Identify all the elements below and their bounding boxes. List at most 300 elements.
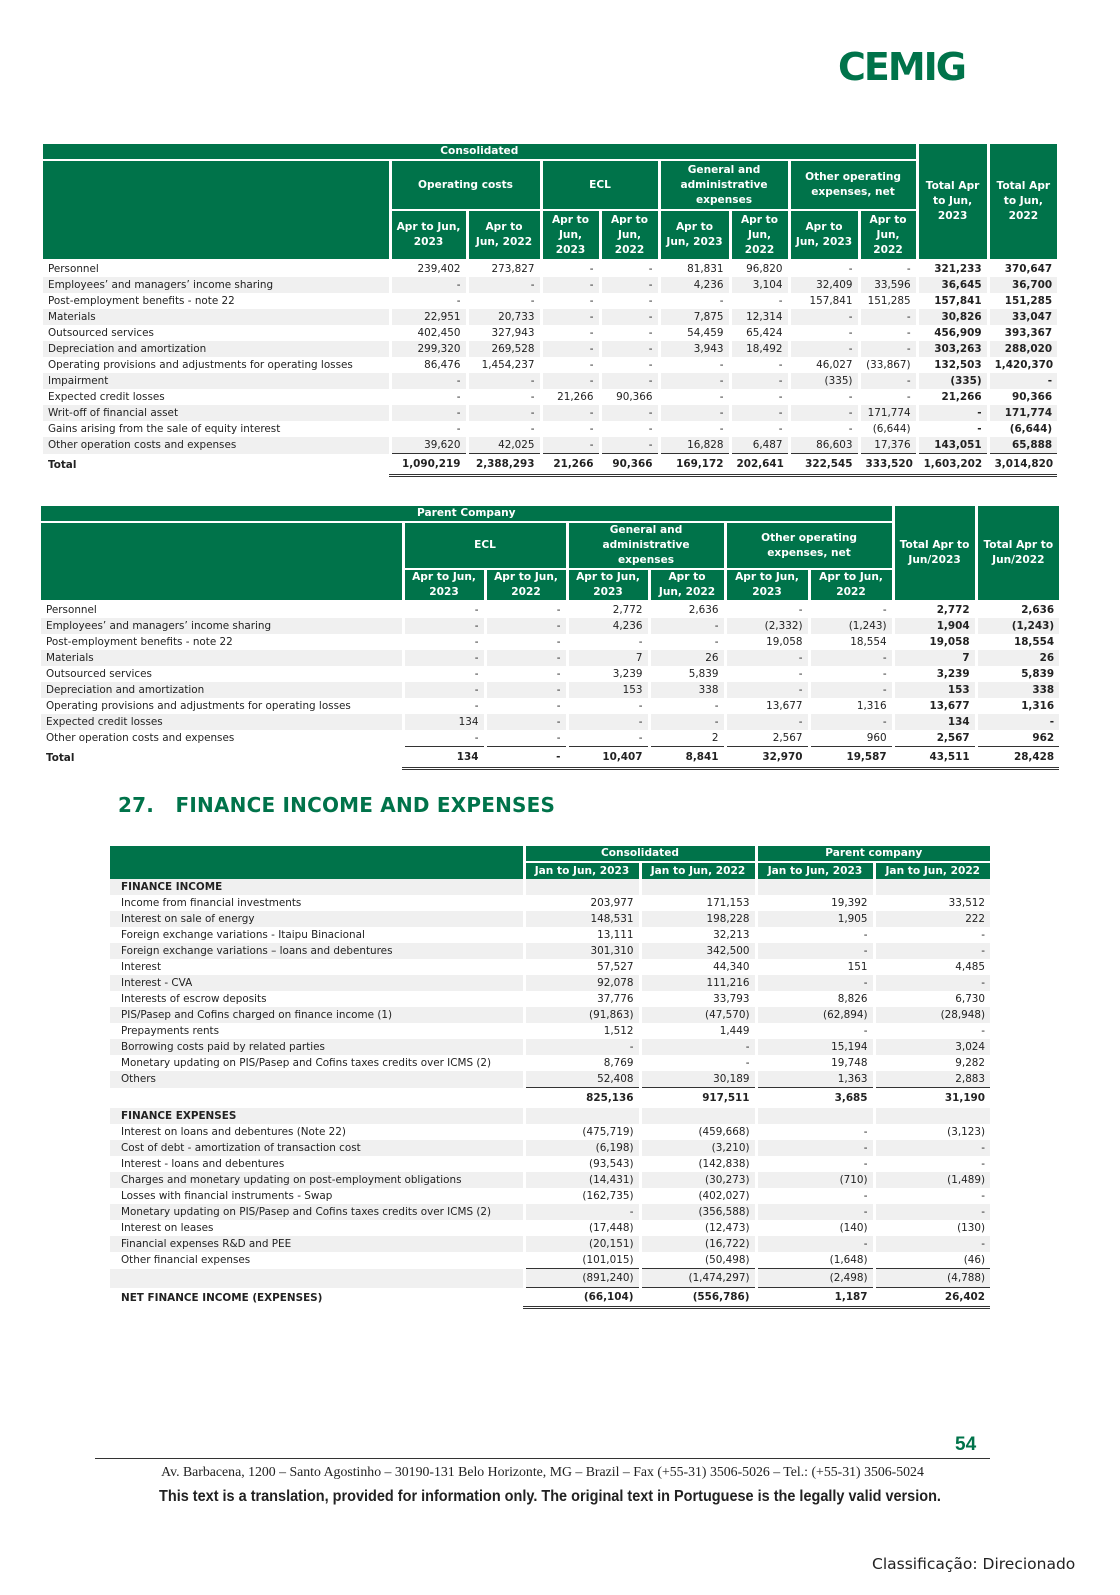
row-label: Interest on sale of energy [110, 911, 524, 927]
cell-value: (1,648) [756, 1252, 874, 1269]
row-label: Operating provisions and adjustments for operating losses [43, 357, 390, 373]
row-label: Financial expenses R&D and PEE [110, 1236, 524, 1252]
cell-value: - [988, 373, 1057, 389]
cell-value: - [541, 260, 600, 277]
cell-value: - [485, 730, 567, 747]
cell-value: - [976, 714, 1059, 730]
cell-value: 393,367 [1004, 327, 1053, 339]
table-row [110, 927, 990, 943]
row-label: Post-employment benefits - note 22 [41, 634, 403, 650]
head-total-2022: Total Apr to Jun, 2022 [988, 144, 1057, 260]
row-label: FINANCE INCOME [110, 879, 524, 895]
cell-value: - [730, 373, 789, 389]
cell-value: - [730, 293, 789, 309]
cell-value: 13,111 [524, 927, 640, 943]
table-row [43, 309, 1057, 325]
cell-value: - [541, 405, 600, 421]
row-label: Borrowing costs paid by related parties [110, 1039, 524, 1055]
total-value: 202,641 [730, 454, 789, 476]
subhead: Apr to Jun, 2022 [809, 569, 893, 601]
cell-value: - [467, 421, 541, 437]
cell-value: (47,570) [640, 1007, 756, 1023]
section-title [118, 793, 555, 817]
cell-value: (356,588) [640, 1204, 756, 1220]
cell-value: 18,554 [1013, 636, 1055, 648]
cell-value: - [390, 405, 467, 421]
total-value: 32,970 [725, 747, 809, 769]
cell-value: - [981, 1190, 986, 1202]
cell-value: 203,977 [524, 895, 640, 911]
cell-value: - [809, 666, 893, 682]
row-label: Personnel [41, 601, 403, 618]
total-value: 1,603,202 [917, 454, 988, 476]
cell-value: - [789, 325, 859, 341]
cell-value: 303,263 [917, 341, 988, 357]
cell-value: 2,883 [874, 1071, 990, 1088]
table-row [43, 437, 1057, 454]
cell-value: - [600, 260, 659, 277]
cell-value: 4,236 [659, 277, 730, 293]
cell-value: - [390, 373, 467, 389]
cell-value: 92,078 [524, 975, 640, 991]
cemig-logo [838, 46, 988, 86]
table-row [41, 698, 1059, 714]
cell-value: 21,266 [541, 389, 600, 405]
cell-value: 19,058 [725, 634, 809, 650]
footer-divider [95, 1458, 990, 1459]
section-heading: FINANCE INCOME AND EXPENSES [175, 793, 556, 817]
cell-value [524, 879, 640, 895]
cell-value: - [859, 325, 917, 341]
cell-value: 30,826 [917, 309, 988, 325]
total-value: 10,407 [567, 747, 649, 769]
cell-value: - [789, 309, 859, 325]
table-row [43, 277, 1057, 293]
cell-value: 12,314 [730, 309, 789, 325]
row-label: Operating provisions and adjustments for operating losses [41, 698, 403, 714]
cell-value: (710) [756, 1172, 874, 1188]
cell-value: 15,194 [756, 1039, 874, 1055]
consolidated-operating-costs-table [43, 144, 1057, 477]
cell-value: - [600, 309, 659, 325]
cell-value: (3,123) [947, 1126, 986, 1138]
net-row [110, 1288, 990, 1308]
cell-value: 13,677 [893, 698, 976, 714]
table-row [110, 1124, 990, 1140]
cell-value: 1,905 [756, 911, 874, 927]
cell-value: 157,841 [789, 293, 859, 309]
cell-value: - [485, 618, 567, 634]
head-operating-costs: Operating costs [390, 160, 541, 210]
cell-value: - [567, 714, 649, 730]
band-parent-company: Parent company [756, 846, 990, 862]
cell-value: 7 [567, 650, 649, 666]
table-row [110, 1236, 990, 1252]
cell-value: 42,025 [467, 437, 541, 454]
row-label [110, 1269, 524, 1288]
table-row [110, 895, 990, 911]
cell-value: - [600, 277, 659, 293]
cell-value: - [640, 1039, 756, 1055]
cell-value: (33,867) [859, 357, 917, 373]
cell-value: 3,943 [659, 341, 730, 357]
cell-value: 18,492 [730, 341, 789, 357]
table-row [110, 1252, 990, 1269]
table-row [41, 730, 1059, 747]
cell-value: 26 [649, 650, 725, 666]
table-row [41, 634, 1059, 650]
subhead: Apr to Jun, 2023 [541, 210, 600, 260]
cell-value: 342,500 [640, 943, 756, 959]
cell-value: 13,677 [725, 698, 809, 714]
head-general-admin: General and administrative expenses [567, 522, 725, 569]
cell-value: (4,788) [874, 1269, 990, 1288]
cell-value: (556,786) [640, 1288, 756, 1308]
cell-value: 52,408 [524, 1071, 640, 1088]
cell-value: - [600, 325, 659, 341]
cell-value: (2,498) [756, 1269, 874, 1288]
row-label: Other operation costs and expenses [41, 730, 403, 747]
cell-value: 1,454,237 [467, 357, 541, 373]
cell-value: 33,047 [988, 309, 1057, 325]
cell-value: - [730, 405, 789, 421]
row-label: Employees’ and managers’ income sharing [41, 618, 403, 634]
cell-value: 6,487 [730, 437, 789, 454]
cell-value: 171,153 [640, 895, 756, 911]
cell-value: (1,474,297) [640, 1269, 756, 1288]
subhead: Jan to Jun, 2022 [640, 862, 756, 879]
cell-value: 132,503 [917, 357, 988, 373]
cell-value: - [874, 943, 990, 959]
subhead: Jan to Jun, 2022 [874, 862, 990, 879]
row-label: Interests of escrow deposits [110, 991, 524, 1007]
table-row [41, 666, 1059, 682]
cell-value: - [541, 341, 600, 357]
cell-value: - [467, 277, 541, 293]
cell-value: 65,888 [988, 437, 1057, 454]
cell-value: 456,909 [917, 325, 988, 341]
cell-value: 7,875 [659, 309, 730, 325]
row-label: Materials [43, 309, 390, 325]
table-row [43, 421, 1057, 437]
row-label: Charges and monetary updating on post-employment obligations [110, 1172, 524, 1188]
cell-value: 4,236 [567, 618, 649, 634]
table-row [110, 1039, 990, 1055]
total-row [41, 747, 1059, 769]
cell-value: - [874, 1236, 990, 1252]
cell-value: - [659, 389, 730, 405]
cell-value: - [485, 698, 567, 714]
cell-value [640, 1108, 756, 1124]
table-row [43, 260, 1057, 277]
cell-value: 54,459 [659, 325, 730, 341]
row-label: Personnel [43, 260, 390, 277]
cell-value: 288,020 [988, 341, 1057, 357]
total-value: 333,520 [859, 454, 917, 476]
table-row [41, 650, 1059, 666]
cell-value: (1,243) [809, 618, 893, 634]
table-row [110, 1023, 990, 1039]
cell-value: - [567, 698, 649, 714]
table-row [110, 911, 990, 927]
subhead: Apr to Jun, 2022 [649, 569, 725, 601]
cell-value: 1,420,370 [994, 359, 1054, 371]
cell-value: 19,392 [756, 895, 874, 911]
cell-value: 3,024 [874, 1039, 990, 1055]
cell-value: 6,730 [955, 993, 986, 1005]
cell-value: - [403, 618, 485, 634]
row-label: Losses with financial instruments - Swap [110, 1188, 524, 1204]
cell-value: 338 [976, 682, 1059, 698]
cell-value: - [981, 929, 986, 941]
cell-value: 21,266 [917, 389, 988, 405]
cell-value: 86,476 [390, 357, 467, 373]
cell-value: 2,772 [893, 601, 976, 618]
cell-value: - [600, 341, 659, 357]
cell-value: 960 [809, 730, 893, 747]
cell-value: 134 [893, 714, 976, 730]
cell-value: - [600, 357, 659, 373]
cell-value: - [649, 698, 725, 714]
row-label: Gains arising from the sale of equity interest [43, 421, 390, 437]
cell-value: (162,735) [524, 1188, 640, 1204]
cell-value: - [640, 1055, 756, 1071]
cell-value: 7 [893, 650, 976, 666]
row-label: Outsourced services [41, 666, 403, 682]
finance-income-expenses-table [110, 846, 990, 1309]
row-label: Cost of debt - amortization of transaction cost [110, 1140, 524, 1156]
cell-value: 8,826 [756, 991, 874, 1007]
cell-value: 57,527 [524, 959, 640, 975]
cell-value: - [789, 341, 859, 357]
cell-value: - [859, 389, 917, 405]
cell-value: - [756, 1204, 874, 1220]
total-label: Total [43, 454, 390, 476]
total-value: - [485, 747, 567, 769]
cell-value: - [789, 405, 859, 421]
cell-value: - [730, 421, 789, 437]
cell-value: - [467, 405, 541, 421]
cell-value: 917,511 [640, 1088, 756, 1109]
cell-value: 39,620 [390, 437, 467, 454]
cell-value: 86,603 [789, 437, 859, 454]
cell-value: - [659, 357, 730, 373]
cell-value: 273,827 [467, 260, 541, 277]
table-row [110, 943, 990, 959]
cell-value: (1,489) [874, 1172, 990, 1188]
cell-value: - [403, 698, 485, 714]
band-consolidated: Consolidated [43, 144, 917, 160]
cell-value: - [403, 666, 485, 682]
cell-value: (50,498) [640, 1252, 756, 1269]
cell-value: - [649, 714, 725, 730]
cell-value: - [649, 634, 725, 650]
row-label: Employees’ and managers’ income sharing [43, 277, 390, 293]
head-other-operating: Other operating expenses, net [725, 522, 893, 569]
cell-value: (16,722) [640, 1236, 756, 1252]
row-label: Post-employment benefits - note 22 [43, 293, 390, 309]
cell-value: 3,104 [730, 277, 789, 293]
cell-value: - [467, 373, 541, 389]
cell-value: 2,772 [567, 601, 649, 618]
row-label: PIS/Pasep and Cofins charged on finance income (1) [110, 1007, 524, 1023]
row-label [110, 1088, 524, 1109]
row-label: Foreign exchange variations - Itaipu Binacional [110, 927, 524, 943]
cell-value: - [756, 1023, 874, 1039]
cell-value: (130) [957, 1222, 986, 1234]
cell-value: 239,402 [390, 260, 467, 277]
table-row [41, 682, 1059, 698]
subhead: Apr to Jun, 2023 [659, 210, 730, 260]
cell-value: (459,668) [640, 1124, 756, 1140]
cell-value: - [390, 277, 467, 293]
cell-value: - [403, 730, 485, 747]
cell-value: - [524, 1204, 640, 1220]
total-value: 2,388,293 [467, 454, 541, 476]
row-label: Expected credit losses [41, 714, 403, 730]
row-label: Other financial expenses [110, 1252, 524, 1269]
cell-value: - [541, 357, 600, 373]
cell-value: - [485, 714, 567, 730]
row-label: Outsourced services [43, 325, 390, 341]
cell-value: 81,831 [659, 260, 730, 277]
cell-value: 222 [874, 911, 990, 927]
cell-value: (891,240) [524, 1269, 640, 1288]
cell-value: 151 [756, 959, 874, 975]
cell-value: 171,774 [859, 405, 917, 421]
cell-value: (91,863) [524, 1007, 640, 1023]
cell-value: 301,310 [524, 943, 640, 959]
cell-value: (2,332) [725, 618, 809, 634]
total-row [43, 454, 1057, 476]
table-row [43, 373, 1057, 389]
cell-value: (335) [789, 373, 859, 389]
cell-value: - [859, 373, 917, 389]
cell-value: - [789, 260, 859, 277]
cell-value: 269,528 [467, 341, 541, 357]
cell-value: 962 [1032, 732, 1055, 744]
cell-value [756, 1108, 874, 1124]
cell-value: 321,233 [917, 260, 988, 277]
cell-value: 16,828 [659, 437, 730, 454]
head-ecl: ECL [403, 522, 567, 569]
cell-value: - [756, 1188, 874, 1204]
total-value: 90,366 [600, 454, 659, 476]
cell-value: - [874, 1140, 990, 1156]
table-row [43, 293, 1057, 309]
cell-value: (6,644) [1009, 423, 1053, 435]
cell-value: - [756, 1124, 874, 1140]
cell-value: 19,058 [893, 634, 976, 650]
cell-value: 2,636 [1021, 604, 1055, 616]
cell-value: - [756, 927, 874, 943]
row-label: Income from financial investments [110, 895, 524, 911]
cell-value: (6,198) [524, 1140, 640, 1156]
cell-value: - [600, 437, 659, 454]
cell-value: - [567, 634, 649, 650]
cell-value: (335) [917, 373, 988, 389]
cell-value: 19,748 [756, 1055, 874, 1071]
row-label: Interest on loans and debentures (Note 22) [110, 1124, 524, 1140]
cell-value: 299,320 [390, 341, 467, 357]
cell-value: - [485, 634, 567, 650]
cell-value: - [917, 421, 988, 437]
cell-value: - [390, 389, 467, 405]
cell-value: - [390, 421, 467, 437]
row-label: Interest - loans and debentures [110, 1156, 524, 1172]
cell-value: (62,894) [756, 1007, 874, 1023]
cell-value: 2,567 [725, 730, 809, 747]
subhead: Apr to Jun, 2022 [859, 210, 917, 260]
subhead: Apr to Jun, 2023 [725, 569, 809, 601]
cell-value: 3,685 [756, 1088, 874, 1109]
table-row [43, 389, 1057, 405]
head-total-2023: Total Apr to Jun/2023 [893, 506, 976, 601]
band-parent-company: Parent Company [41, 506, 893, 522]
cell-value: (101,015) [524, 1252, 640, 1269]
cell-value: 151,285 [1004, 295, 1053, 307]
cell-value: - [403, 601, 485, 618]
table-row [110, 1204, 990, 1220]
subhead: Apr to Jun, 2023 [403, 569, 485, 601]
cell-value: - [789, 389, 859, 405]
parent-company-operating-costs-table [41, 506, 1059, 770]
cell-value: 46,027 [789, 357, 859, 373]
table-row [110, 959, 990, 975]
cell-value: - [390, 293, 467, 309]
cell-value: - [659, 405, 730, 421]
cell-value: 33,793 [640, 991, 756, 1007]
total-value: 21,266 [541, 454, 600, 476]
cell-value: 5,839 [1021, 668, 1055, 680]
cell-value: 370,647 [1004, 263, 1053, 275]
cell-value: 2 [649, 730, 725, 747]
row-label: Materials [41, 650, 403, 666]
cell-value: - [659, 373, 730, 389]
cell-value: 32,409 [789, 277, 859, 293]
cell-value: 825,136 [524, 1088, 640, 1109]
cell-value: 153 [893, 682, 976, 698]
cell-value: 36,700 [988, 277, 1057, 293]
cell-value: - [485, 666, 567, 682]
cell-value: - [600, 405, 659, 421]
cell-value: - [859, 309, 917, 325]
cell-value: - [859, 260, 917, 277]
head-other-operating: Other operating expenses, net [789, 160, 917, 210]
cell-value: - [756, 1140, 874, 1156]
cell-value: (14,431) [524, 1172, 640, 1188]
cell-value: 4,485 [955, 961, 986, 973]
cell-value: - [467, 293, 541, 309]
cell-value: 5,839 [649, 666, 725, 682]
cell-value: 1,187 [756, 1288, 874, 1308]
cell-value: (46) [874, 1252, 990, 1269]
cell-value: - [730, 389, 789, 405]
table-row [110, 1172, 990, 1188]
cell-value: 33,596 [859, 277, 917, 293]
cell-value: - [524, 1039, 640, 1055]
cell-value: 3,239 [567, 666, 649, 682]
cell-value: 111,216 [640, 975, 756, 991]
cell-value: - [756, 975, 874, 991]
cell-value: - [725, 601, 809, 618]
cell-value: - [541, 277, 600, 293]
cell-value [756, 879, 874, 895]
section-number: 27. [118, 793, 155, 817]
cell-value: 1,512 [524, 1023, 640, 1039]
cell-value: (17,448) [524, 1220, 640, 1236]
cell-value: - [541, 293, 600, 309]
